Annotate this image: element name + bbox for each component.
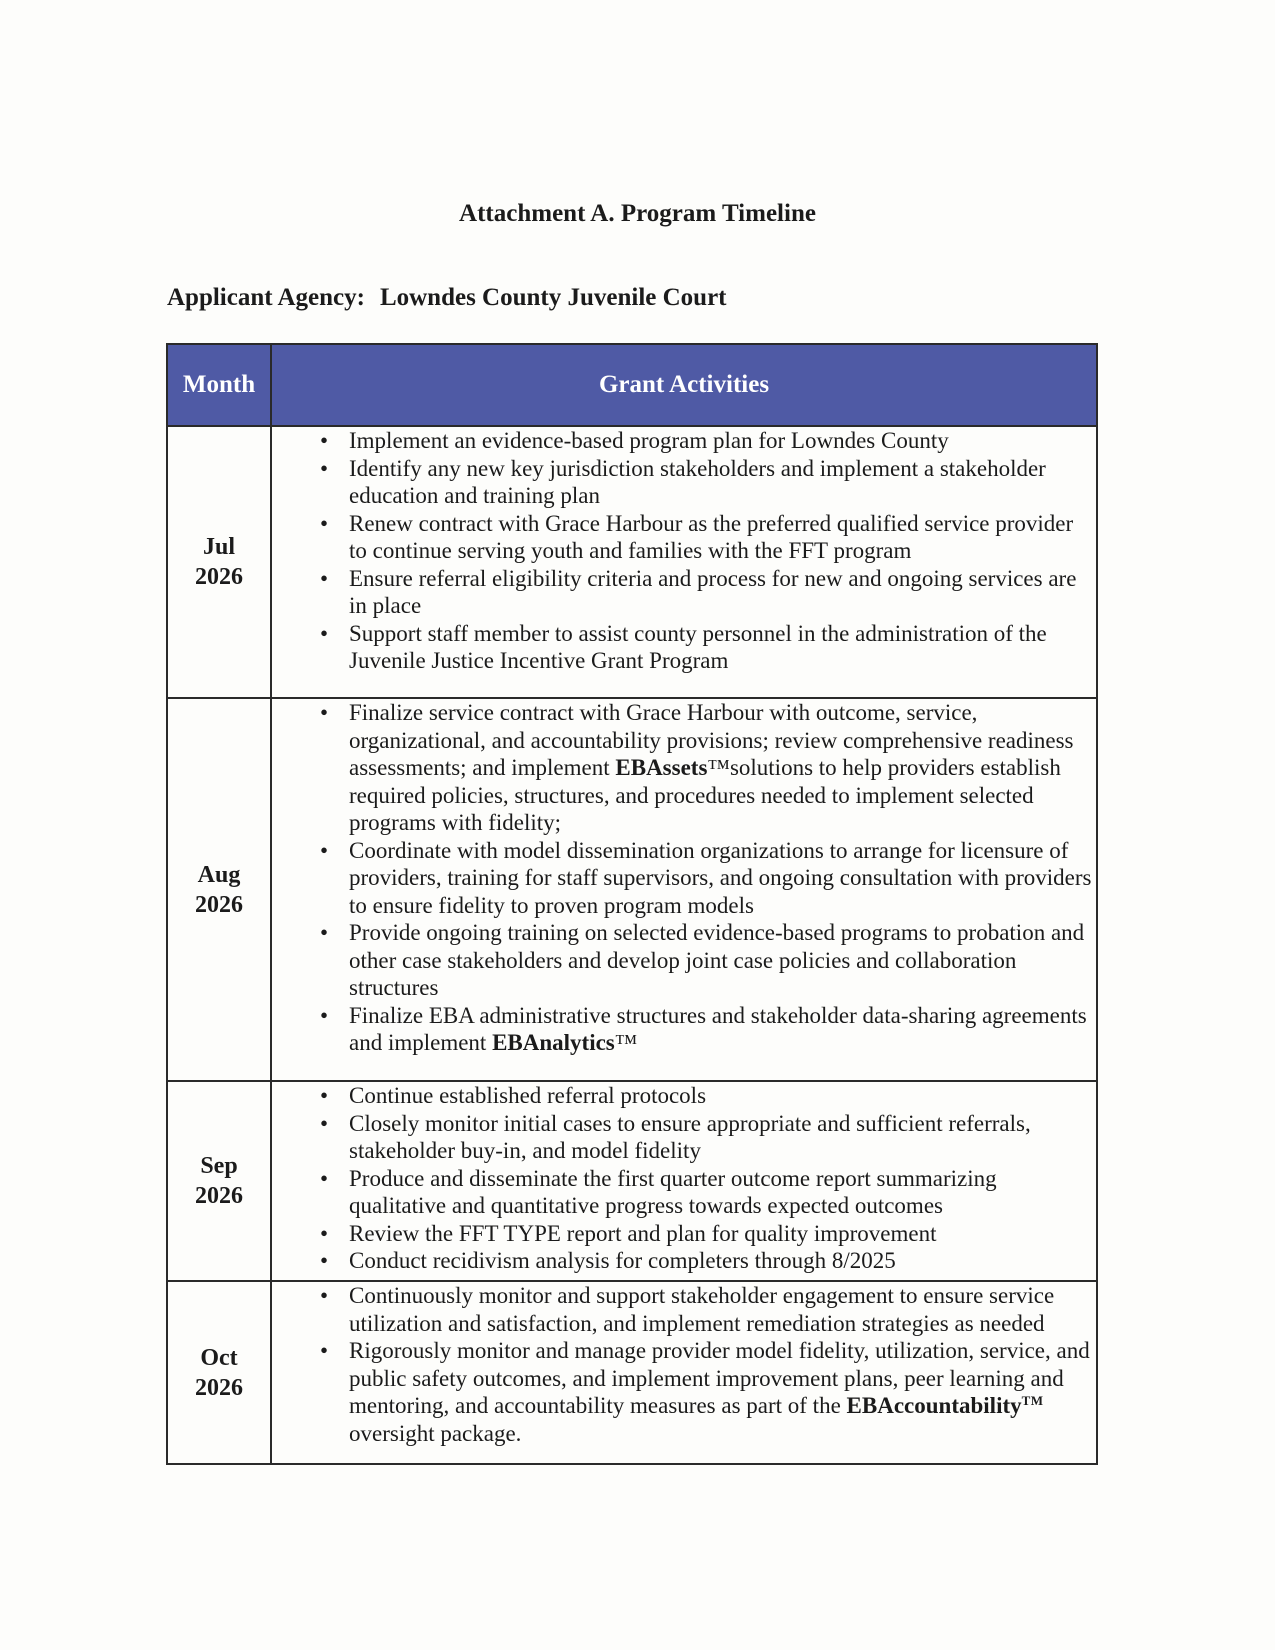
bullet-icon: • xyxy=(320,1283,329,1308)
activity-text-segment: EBAssets xyxy=(615,755,708,780)
activity-item xyxy=(320,455,1096,510)
activity-text-segment: Renew contract with Grace Harbour as the preferred qualified service provider to continue serving youth and families with the FFT program xyxy=(349,510,1074,563)
activity-item xyxy=(320,1282,1096,1337)
month-label: Aug xyxy=(197,861,241,888)
bullet-icon: • xyxy=(320,1248,329,1273)
month-cell xyxy=(167,1281,271,1464)
activity-item xyxy=(320,1110,1096,1165)
bullet-icon: • xyxy=(320,1220,329,1246)
activity-text-segment: Continuously monitor and support stakeholder engagement to ensure service utilization and satisfaction, and implement remediation strategies as needed xyxy=(349,1283,1055,1336)
applicant-agency-value: Lowndes County Juvenile Court xyxy=(379,284,727,311)
table-row xyxy=(167,698,1097,1081)
table-row xyxy=(167,1081,1097,1281)
bullet-icon: • xyxy=(320,837,329,863)
month-cell xyxy=(167,1081,271,1281)
year-label: 2026 xyxy=(195,564,243,590)
activity-item xyxy=(320,565,1096,620)
bullet-icon: • xyxy=(320,455,329,481)
activity-text-segment: Rigorously monitor and manage provider model fidelity, utilization, service, and public safety outcomes, and implement improvement plans, peer learning and mentoring, and accountability measures as part of the xyxy=(349,1338,1090,1418)
activity-item xyxy=(320,1247,1096,1275)
month-cell xyxy=(167,426,271,698)
bullet-icon: • xyxy=(320,565,329,591)
activity-text-segment: Conduct recidivism analysis for completers through 8/2025 xyxy=(349,1248,896,1273)
table-header xyxy=(167,344,1097,426)
table-row xyxy=(167,426,1097,698)
bullet-icon: • xyxy=(320,510,329,536)
month-label: Jul xyxy=(202,534,235,560)
activities-cell xyxy=(271,426,1097,698)
bullet-icon: • xyxy=(320,1110,329,1136)
activity-item xyxy=(320,919,1096,1002)
timeline-table-body xyxy=(167,426,1097,1464)
bullet-icon: • xyxy=(320,700,329,725)
activity-text-segment: ™ xyxy=(614,1030,638,1055)
activity-item xyxy=(320,510,1096,565)
bullet-icon: • xyxy=(320,1338,329,1363)
activities-list xyxy=(272,699,1096,1057)
month-cell xyxy=(167,698,271,1081)
bullet-icon: • xyxy=(320,1002,329,1028)
activity-text-segment: Continue established referral protocols xyxy=(349,1083,707,1108)
month-label: Sep xyxy=(200,1153,238,1179)
activity-text-segment: Coordinate with model dissemination organizations to arrange for licensure of providers, training for staff supervisors, and ongoing consultation with providers to ensure fidelity to proven program models xyxy=(349,837,1092,918)
activities-list xyxy=(272,1082,1096,1275)
activity-item xyxy=(320,837,1096,920)
activities-cell xyxy=(271,1081,1097,1281)
activity-text-segment: Finalize service contract with Grace Harbour with outcome, service, organizational, and accountability provisions; review comprehensive readiness assessments; and implement xyxy=(349,700,1074,780)
year-label: 2026 xyxy=(195,1183,243,1209)
activity-text-segment: Provide ongoing training on selected evidence-based programs to probation and other case stakeholders and develop joint case policies and collaboration structures xyxy=(349,920,1085,1000)
activity-text-segment: Identify any new key jurisdiction stakeholders and implement a stakeholder education and training plan xyxy=(349,455,1046,508)
activity-text-segment: EBAnalytics xyxy=(492,1030,615,1055)
activity-text-segment: EBAccountability xyxy=(846,1393,1022,1418)
activity-text-segment: Ensure referral eligibility criteria and process for new and ongoing services are in place xyxy=(349,565,1077,618)
activity-text-segment: Finalize EBA administrative structures and stakeholder data-sharing agreements and implement xyxy=(349,1002,1087,1055)
column-header-grant-activities: Grant Activities xyxy=(271,344,1097,426)
activity-item xyxy=(320,1165,1096,1220)
activity-item xyxy=(320,620,1096,675)
activity-item xyxy=(320,1220,1096,1248)
activity-item xyxy=(320,1337,1096,1447)
column-header-month: Month xyxy=(167,344,271,426)
year-label: 2026 xyxy=(195,1374,243,1401)
bullet-icon: • xyxy=(320,1083,329,1108)
activities-cell xyxy=(271,698,1097,1081)
activities-list xyxy=(272,427,1096,675)
table-row xyxy=(167,1281,1097,1464)
activity-text-segment: oversight package. xyxy=(349,1420,522,1446)
activity-item xyxy=(320,427,1096,455)
activity-text-segment: Support staff member to assist county personnel in the administration of the Juvenile Justice Incentive Grant Program xyxy=(349,620,1047,673)
activity-text-segment: TM xyxy=(1021,1393,1044,1408)
activity-text-segment: ™ xyxy=(707,755,730,780)
program-timeline-table xyxy=(166,343,1098,1465)
activity-item xyxy=(320,1082,1096,1110)
activities-cell xyxy=(271,1281,1097,1464)
applicant-agency-label: Applicant Agency: xyxy=(167,284,365,311)
activity-item xyxy=(320,699,1096,837)
activity-text-segment: Produce and disseminate the first quarter outcome report summarizing qualitative and quantitative progress towards expected outcomes xyxy=(349,1165,997,1218)
page-title: Attachment A. Program Timeline xyxy=(459,200,816,227)
activity-text-segment: Closely monitor initial cases to ensure appropriate and sufficient referrals, stakeholder buy-in, and model fidelity xyxy=(349,1110,1031,1163)
activity-text-segment: Review the FFT TYPE report and plan for quality improvement xyxy=(349,1220,937,1246)
activity-item xyxy=(320,1002,1096,1057)
month-label: Oct xyxy=(200,1344,238,1371)
bullet-icon: • xyxy=(320,620,329,646)
year-label: 2026 xyxy=(195,891,243,918)
activity-text-segment: Implement an evidence-based program plan for Lowndes County xyxy=(349,428,949,453)
bullet-icon: • xyxy=(320,1165,329,1191)
applicant-agency-line xyxy=(167,283,727,313)
activity-text-segment: solutions to help providers establish required policies, structures, and procedures needed to implement selected programs with fidelity; xyxy=(349,755,1061,835)
bullet-icon: • xyxy=(320,920,329,945)
bullet-icon: • xyxy=(320,428,329,453)
table-header-row xyxy=(167,344,1097,426)
activities-list xyxy=(272,1282,1096,1447)
